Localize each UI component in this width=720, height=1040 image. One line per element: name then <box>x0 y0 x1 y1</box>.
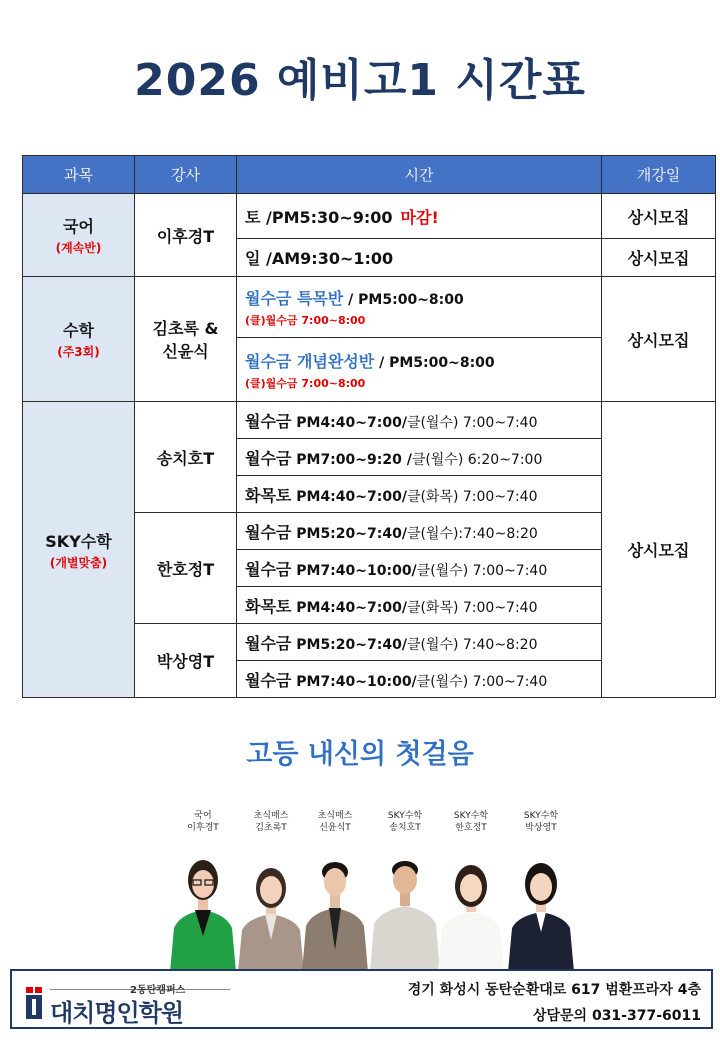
teacher-subject: 초식매스 <box>253 811 289 821</box>
subject-note: (개별맞춤) <box>49 555 108 570</box>
time-cell <box>237 338 602 402</box>
teacher-card <box>436 810 506 970</box>
clinic-time: 클(월수) 6:20~7:00 <box>411 451 543 468</box>
teacher-lineup <box>0 810 720 970</box>
phone-number: 상담문의 031-377-6011 <box>532 1008 701 1024</box>
open-cell: 상시모집 <box>602 402 716 698</box>
teacher-photo <box>370 840 440 972</box>
header-time: 시간 <box>237 156 602 194</box>
clinic-time: (클)월수금 7:00~8:00 <box>245 376 366 390</box>
days-text: 월수금 <box>245 559 292 579</box>
open-cell: 상시모집 <box>602 277 716 402</box>
header-subject: 과목 <box>23 156 135 194</box>
days-text: 월수금 <box>245 522 292 542</box>
clinic-time: 클(월수):7:40~8:20 <box>406 525 538 542</box>
time-cell <box>237 277 602 338</box>
teacher-photo <box>436 840 506 972</box>
instructor-cell: 이후경T <box>135 194 237 277</box>
subject-note: (계속반) <box>55 241 102 255</box>
teacher-subject: SKY수학 <box>523 811 559 821</box>
table-row <box>23 194 716 239</box>
clinic-time: 클(화목) 7:00~7:40 <box>406 488 538 505</box>
instructor-cell <box>135 277 237 402</box>
time-text: PM7:00~9:20 / <box>291 451 412 468</box>
page-title: 2026 예비고1 시간표 <box>134 55 586 106</box>
academy-name: 대치명인학원 <box>50 999 184 1027</box>
time-cell <box>237 402 602 439</box>
time-text: PM7:40~10:00/ <box>291 562 417 579</box>
header-instructor: 강사 <box>135 156 237 194</box>
subject-note: (주3회) <box>57 345 100 359</box>
subject-cell-sky-math <box>23 402 135 698</box>
days-text: 월수금 <box>245 411 292 431</box>
subtitle: 고등 내신의 첫걸음 <box>246 739 474 770</box>
table-row <box>23 402 716 439</box>
days-text: 월수금 <box>245 670 292 690</box>
time-cell <box>237 624 602 661</box>
instructor-cell: 박상영T <box>135 624 237 698</box>
instructor-cell: 송치호T <box>135 402 237 513</box>
teacher-card <box>168 810 238 970</box>
time-cell <box>237 194 602 239</box>
teacher-subject: SKY수학 <box>453 811 489 821</box>
class-label: 월수금 특목반 <box>245 289 344 308</box>
teacher-photo <box>506 840 576 972</box>
time-text: PM5:20~7:40/ <box>291 636 407 653</box>
teacher-photo <box>168 840 238 972</box>
clinic-time: 클(월수) 7:40~8:20 <box>406 636 538 653</box>
subject-name: 수학 <box>63 321 94 340</box>
subject-name: SKY수학 <box>45 531 112 551</box>
clinic-time: 클(월수) 7:00~7:40 <box>416 562 548 579</box>
time-text: PM4:40~7:00/ <box>291 488 407 505</box>
time-cell <box>237 239 602 277</box>
time-cell <box>237 513 602 550</box>
address: 경기 화성시 동탄순환대로 617 범환프라자 4층 <box>407 982 701 998</box>
time-text: / PM5:00~8:00 <box>374 354 495 371</box>
teacher-subject: SKY수학 <box>387 811 423 821</box>
subject-name: 국어 <box>63 217 94 236</box>
academy-logo <box>20 981 230 1027</box>
teacher-card <box>300 810 370 970</box>
teacher-photo <box>236 840 306 972</box>
days-text: 월수금 <box>245 633 292 653</box>
time-text: 토 /PM5:30~9:00 <box>245 207 393 227</box>
instructor-name: 김초록 & <box>152 319 219 338</box>
table-row <box>23 277 716 338</box>
teacher-name: 신윤식T <box>319 823 351 833</box>
teacher-name: 송치호T <box>389 823 421 833</box>
days-text: 화목토 <box>245 596 292 616</box>
time-cell <box>237 661 602 698</box>
days-text: 화목토 <box>245 485 292 505</box>
academy-logo-icon <box>24 987 44 1019</box>
teacher-photo <box>300 840 370 972</box>
time-text: PM7:40~10:00/ <box>291 673 417 690</box>
time-text: PM5:20~7:40/ <box>291 525 407 542</box>
open-cell: 상시모집 <box>602 194 716 239</box>
time-cell <box>237 550 602 587</box>
class-label: 월수금 개념완성반 <box>245 351 375 371</box>
teacher-card <box>370 810 440 970</box>
days-text: 월수금 <box>245 448 292 468</box>
teacher-subject: 국어 <box>194 811 212 821</box>
teacher-subject: 초식매스 <box>317 811 353 821</box>
footer <box>10 969 713 1029</box>
clinic-time: 클(화목) 7:00~7:40 <box>406 599 538 616</box>
open-cell: 상시모집 <box>602 239 716 277</box>
instructor-cell: 한호정T <box>135 513 237 624</box>
time-text: PM4:40~7:00/ <box>291 599 407 616</box>
teacher-card <box>236 810 306 970</box>
subject-cell-math <box>23 277 135 402</box>
time-text: / PM5:00~8:00 <box>343 292 464 308</box>
time-cell <box>237 439 602 476</box>
subject-cell-korean <box>23 194 135 277</box>
header-start-date: 개강일 <box>602 156 716 194</box>
teacher-card <box>506 810 576 970</box>
time-text: 일 /AM9:30~1:00 <box>245 249 394 268</box>
time-text: PM4:40~7:00/ <box>291 414 407 431</box>
timetable <box>22 155 716 698</box>
instructor-name: 신윤식 <box>162 342 209 361</box>
teacher-name: 박상영T <box>525 823 557 833</box>
teacher-name: 이후경T <box>187 823 219 833</box>
deadline-badge: 마감! <box>400 207 439 227</box>
teacher-name: 김초록T <box>255 823 287 833</box>
campus-name: 2동탄캠퍼스 <box>130 985 186 996</box>
clinic-time: 클(월수) 7:00~7:40 <box>416 673 548 690</box>
clinic-time: 클(월수) 7:00~7:40 <box>406 414 538 431</box>
clinic-time: (클)월수금 7:00~8:00 <box>245 314 366 327</box>
time-cell <box>237 476 602 513</box>
time-cell <box>237 587 602 624</box>
teacher-name: 한호정T <box>455 823 487 833</box>
timetable-header <box>23 156 716 194</box>
